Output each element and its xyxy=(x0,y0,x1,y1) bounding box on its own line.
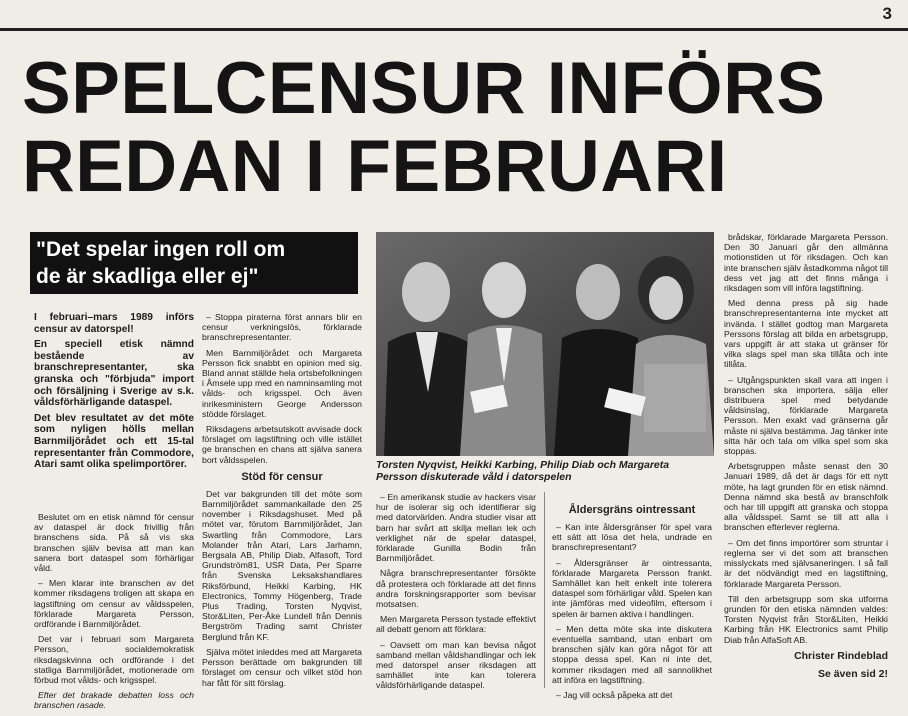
lead-paragraph: En speciell etisk nämnd bestående av branschrepresentanter, ska granska och "förbjuda" import och försäljning i Sverige av s.k. våldsförhärligande dataspel. xyxy=(34,339,194,409)
paragraph: Det var bakgrunden till det möte som Barnmiljörådet sammankallade den 25 november i Riksdagshuset. Med på mötet var, förutom Barnmiljörådet, Jan Swartling från Commodore, Lars Molander från Atari, Lars Jarhamn, Bergsala AB, Philip Diab, Alfasoft, Tord Grundström81, USR Data, Per Sparre från Svenska Leksakshandlares Riksförbund, Heikki Karbing, HK Electronics, Tommy Högenberg, Trade Plus Trading, Torsten Nyqvist, Stor&Liten, Per-Åke Lundell från Dennis Bergström Trading samt Christer Berglund från KF. xyxy=(202,488,362,642)
paragraph: – Stoppa piraterna först annars blir en censur verkningslös, förklarade branschrepresentanter. xyxy=(202,312,362,343)
paragraph: Det var i februari som Margareta Persson, socialdemokratisk riksdagskvinna och ordförande i det statliga Barnmiljörådet, motionerade om förbud mot vålds- och krigsspel. xyxy=(34,634,194,686)
paragraph: Några branschrepresentanter försökte då protestera och förklarade att det finns andra forskningsrapporter som bevisar motsatsen. xyxy=(376,568,536,610)
page-number: 3 xyxy=(882,4,892,23)
lead-paragraphs xyxy=(34,312,194,475)
news-photo xyxy=(376,232,714,456)
paragraph: – Åldersgränser är ointressanta, förklarade Margareta Persson frankt. Samhället kan helt enkelt inte tolerera dataspel som förhärligar våld. Spelen kan inte jämföras med videofilm, eftersom i spelen är barnen aktiva i handlingen. xyxy=(552,557,712,619)
paragraph: Beslutet om en etisk nämnd för censur av dataspel är dock frivillig från branschens sida. På så vis ska branschen själv bevisa att man kan sanera bort dataspel som förhärligar våld. xyxy=(34,512,194,574)
paragraph: brådskar, förklarade Margareta Persson. Den 30 Januari går den allmänna motionstiden ut för riksdagen. Och kan inte branschen själv åstadkomma något till dess vet jag att det finns många i riksdagen som vill införa lagstiftning. xyxy=(724,232,888,294)
headline-line: SPELCENSUR INFÖRS xyxy=(22,48,826,129)
headline xyxy=(22,50,892,206)
byline: Christer Rindeblad xyxy=(794,649,888,662)
paragraph: – Utgångspunkten skall vara att ingen i branschen ska importera, sälja eller distribuera spel med betydande våldsinslag, förklarade Margareta Persson. Men exakt vad gränserna går måste ni själva bestämma. Jag tänker inte sitta här och tala om vilka spel som ska stoppas. xyxy=(724,374,888,457)
paragraph: – Om det finns importörer som struntar i reglerna ser vi det som att branschen misslyckats med självsaneringen. I så fall är det nödvändigt med en lagstiftning, förklarade Margareta Persson. xyxy=(724,537,888,589)
paragraph: – Men klarar inte branschen av det kommer riksdagens troligen att skapa en lagstiftning om censur av våldsspelen, förklarade Margareta Persson, ordförande i Barnmiljörådet. xyxy=(34,578,194,630)
subheading-aldersgrans: Åldersgräns ointressant xyxy=(568,504,696,516)
photo-illustration xyxy=(376,232,714,456)
see-also-reference: Se även sid 2! xyxy=(817,667,888,680)
paragraph: Riksdagens arbetsutskott avvisade dock förslaget om lagstiftning och ville istället ge branschen en chans att själva sanera bort våldsspelen. xyxy=(202,424,362,465)
lead-paragraph: Det blev resultatet av det möte som nyligen hölls mellan Barnmiljörådet och ett 15-tal representanter från Commodore, Atari samt olika spelimportörer. xyxy=(34,412,194,471)
paragraph: – Men detta möte ska inte diskutera eventuella samband, utan enbart om branschen själv kan göra något för att stoppa dessa spel. Kan ni inte det, kommer riksdagen med all sannolikhet att införa en lagstiftning. xyxy=(552,623,712,685)
paragraph: Efter det brakade debatten loss och branschen rasade. xyxy=(34,690,194,711)
quote-line: "Det spelar ingen roll om xyxy=(36,238,286,261)
paragraph: Arbetsgruppen måste senast den 30 Januari 1989, då det är dags för ett nytt möte, ha lagt grunden för en etisk nämnd. Denna nämnd ska bestå av branschfolk och har till uppgift att granska och stoppa alla våldsspel. Samt se till att alla i branschen efterlever reglerna. xyxy=(724,461,888,533)
column-5 xyxy=(724,232,888,680)
paragraph: – Oavsett om man kan bevisa något samband mellan våldshandlingar och lek med datorspel anser riksdagen att samhället inte kan tolerera våldsförhärligande dataspel. xyxy=(376,639,536,691)
paragraph: Men Margareta Persson tystade effektivt all debatt genom att förklara: xyxy=(376,614,536,635)
quote-line: de är skadliga eller ej" xyxy=(36,265,259,288)
column-1-body xyxy=(34,512,194,716)
paragraph: – Kan inte åldersgränser för spel vara ett sätt att lösa det hela, undrade en branschrepresentant? xyxy=(552,522,712,553)
paragraph: – En amerikansk studie av hackers visar hur de isolerar sig och identifierar sig med datorvärlden. Andra studier visar att barn har svårt att skilja mellan lek och verklighet när de spelar dataspel, förklarade Gunilla Bodin från Barnmiljörådet. xyxy=(376,492,536,564)
pull-quote xyxy=(30,232,358,294)
lead-paragraph: I februari–mars 1989 införs censur av datorspel! xyxy=(34,312,194,335)
photo-caption: Torsten Nyqvist, Heikki Karbing, Philip Diab och Margareta Persson diskuterade våld i datorspelen xyxy=(376,459,670,483)
top-rule xyxy=(0,28,908,31)
column-divider xyxy=(544,492,545,688)
paragraph: Själva mötet inleddes med att Margareta Persson berättade om bakgrunden till förslaget om censur och vilket stöd hon har fått för sitt förslag. xyxy=(202,646,362,688)
column-3 xyxy=(376,492,536,696)
paragraph: Men Barnmiljörådet och Margareta Persson fick snabbt en opinion med sig. Bland annat ställde hela ortsbefolkningen i Åmsele upp med en namninsamling mot vålds- och krigsspel. Och även inrikesministern George Andersson stödde förslaget. xyxy=(202,347,362,419)
paragraph: Med denna press på sig hade branschrepresentanterna inte mycket att invända. I stället godtog man Margareta Perssons förslag att bilda en arbetsgrupp, vars uppgift är att staka ut gränser för vilka slags spel man ska tillåta och inte tillåta. xyxy=(724,298,888,370)
headline-line: REDAN I FEBRUARI xyxy=(22,126,728,207)
paragraph: – Jag vill också påpeka att det xyxy=(556,690,673,701)
paragraph: Till den arbetsgrupp som ska utforma grunden för den etiska nämnden valdes: Torsten Nyqvist från Stor&Liten, Heikki Karbing från HK Electronics samt Philip Diab från AlfaSoft AB. xyxy=(724,593,888,645)
column-2 xyxy=(202,312,362,693)
column-4 xyxy=(552,492,712,705)
subheading-stod: Stöd för censur xyxy=(241,470,323,483)
